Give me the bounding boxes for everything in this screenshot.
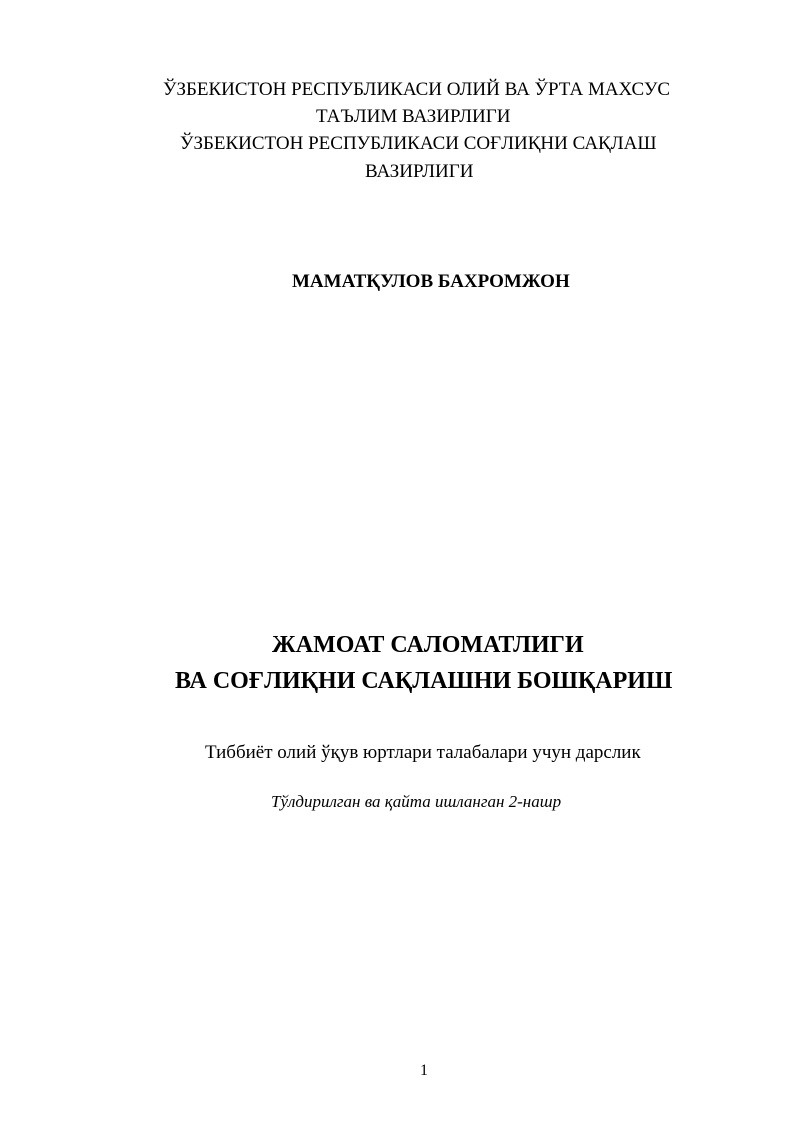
- subtitle: Тиббиёт олий ўқув юртлари талабалари учун дарслик: [205, 742, 641, 763]
- edition-note: Тўлдирилган ва қайта ишланган 2-нашр: [271, 792, 562, 811]
- title-line-1: ЖАМОАТ САЛОМАТЛИГИ: [272, 632, 584, 658]
- ministry-line-4: ВАЗИРЛИГИ: [365, 161, 474, 182]
- title-line-2: ВА СОҒЛИҚНИ САҚЛАШНИ БОШҚАРИШ: [175, 668, 673, 694]
- author-name: МАМАТҚУЛОВ БАХРОМЖОН: [292, 271, 570, 292]
- ministry-line-2: ТАЪЛИМ ВАЗИРЛИГИ: [316, 106, 511, 127]
- ministry-line-3: ЎЗБЕКИСТОН РЕСПУБЛИКАСИ СОҒЛИҚНИ САҚЛАШ: [180, 133, 657, 154]
- page-number: 1: [420, 1062, 428, 1079]
- ministry-line-1: ЎЗБЕКИСТОН РЕСПУБЛИКАСИ ОЛИЙ ВА ЎРТА МАХСУС: [163, 79, 671, 100]
